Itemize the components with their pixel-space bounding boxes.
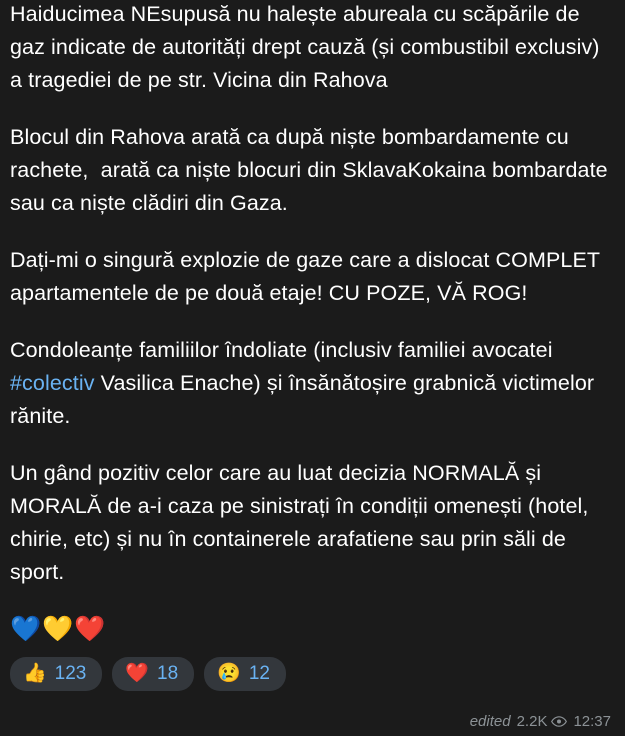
paragraph-3: Dați-mi o singură explozie de gaze care a dislocat COMPLET apartamentele de pe două etaje! CU POZE, VĂ ROG! xyxy=(10,248,606,305)
eye-icon xyxy=(551,716,567,727)
view-count xyxy=(517,713,568,730)
timestamp: 12:37 xyxy=(573,713,611,730)
reaction-count-heart: 18 xyxy=(157,663,179,684)
paragraph-4 xyxy=(10,334,613,433)
reaction-count-thumbs-up: 123 xyxy=(54,663,87,684)
reaction-heart[interactable] xyxy=(112,657,194,691)
thumbs-up-icon: 👍 xyxy=(23,663,47,684)
hashtag-link[interactable]: #colectiv xyxy=(10,371,95,395)
reaction-count-crying-face: 12 xyxy=(248,663,270,684)
reactions-bar xyxy=(10,657,613,691)
heart-icon: ❤️ xyxy=(125,663,150,684)
edited-label: edited xyxy=(469,713,511,730)
crying-face-icon: 😢 xyxy=(217,663,241,684)
message-text xyxy=(10,0,613,645)
paragraph-4-before: Condoleanțe familiilor îndoliate (inclusiv familiei avocatei xyxy=(10,338,559,362)
paragraph-2: Blocul din Rahova arată ca după niște bombardamente cu rachete, arată ca niște blocuri din SklavaKokaina bombardate sau ca niște clădiri din Gaza. xyxy=(10,125,614,215)
reaction-thumbs-up[interactable] xyxy=(10,657,102,691)
reaction-crying-face[interactable] xyxy=(204,657,286,691)
message-meta xyxy=(470,713,611,730)
view-count-value: 2.2K xyxy=(516,713,548,730)
flag-emoji-line: 💙💛❤️ xyxy=(10,615,107,643)
paragraph-5: Un gând pozitiv celor care au luat decizia NORMALĂ și MORALĂ de a-i caza pe sinistrați în condiții omenești (hotel, chirie, etc) și nu în containerele arafatiene sau prin săli de sport. xyxy=(10,461,595,584)
paragraph-4-after: Vasilica Enache) și însănătoșire grabnică victimelor rănite. xyxy=(10,371,601,428)
paragraph-1: Haiducimea NEsupusă nu halește abureala cu scăpările de gaz indicate de autorități drept cauză (și combustibil exclusiv) a tragediei de pe str. Vicina din Rahova xyxy=(10,2,606,92)
